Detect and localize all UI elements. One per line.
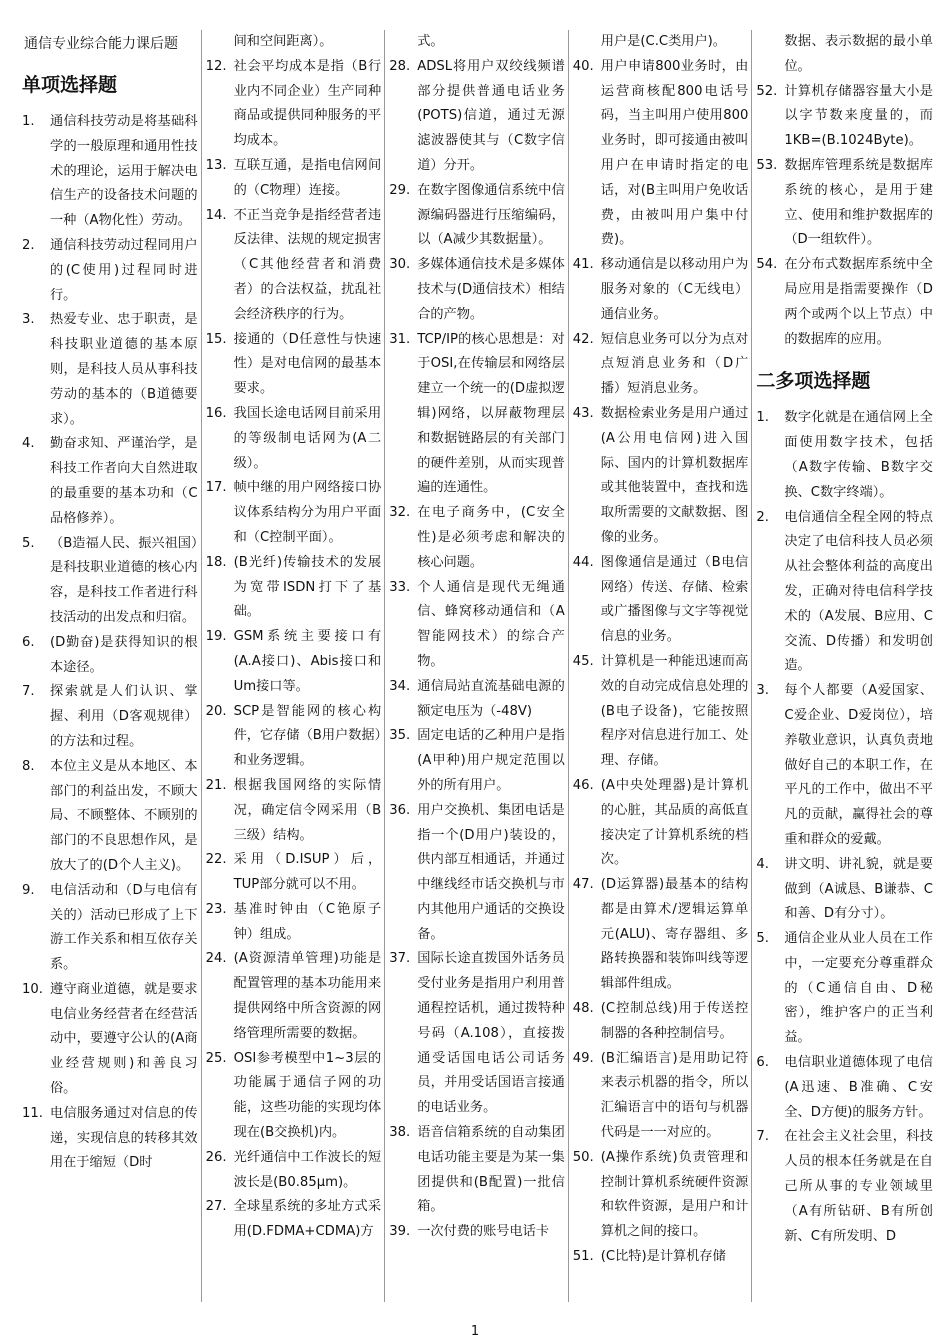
question-text: 多媒体通信技术是多媒体技术与(D通信技术）相结合的产物。 — [417, 257, 565, 322]
question-item — [389, 576, 565, 675]
question-number: 26. — [205, 1149, 227, 1165]
question-item — [22, 680, 198, 754]
question-item — [22, 308, 198, 432]
question-text: 数据检索业务是用户通过(A公用电信网)进入国际、国内的计算机数据库或其他装置中，查找和选取所需要的文献数据、图像的业务。 — [600, 405, 749, 545]
question-item — [389, 724, 565, 798]
question-text: 每个人都要（A爱国家、C爱企业、D爱岗位），培养敬业意识，认真负责地做好自己的本职工作，在平凡的工作中，做出不平凡的贡献，赢得社会的尊重和群众的爱戴。 — [784, 683, 933, 847]
text-column — [202, 30, 386, 1302]
question-number: 30. — [389, 257, 411, 273]
question-number: 42. — [572, 331, 594, 347]
text-column — [569, 30, 753, 1302]
question-number — [573, 30, 601, 55]
question-text: 移动通信是以移动用户为服务对象的（C无线电）通信业务。 — [600, 257, 749, 322]
question-text: 数据、表示数据的最小单位。 — [784, 34, 933, 74]
question-text: 电信通信全程全网的特点决定了电信科技人员必须从社会整体利益的高度出发，正确对待电信科学技术的（A发展、B应用、C交流、D传播）和发明创造。 — [784, 509, 933, 674]
document-title: 通信专业综合能力课后题 — [24, 36, 178, 52]
text-column — [385, 30, 569, 1302]
question-text: 式。 — [417, 34, 444, 49]
question-item — [22, 755, 198, 879]
question-number: 8. — [22, 758, 35, 774]
question-item — [573, 873, 749, 997]
question-item — [756, 30, 933, 80]
question-item — [389, 1220, 565, 1245]
question-item — [206, 848, 382, 898]
question-number: 36. — [389, 802, 411, 818]
question-text: 采用（D.ISUP）后，TUP部分就可以不用。 — [233, 852, 382, 893]
question-text: 电信职业道德体现了电信(A迅速、B准确、C安全、D方便)的服务方针。 — [784, 1055, 933, 1120]
question-item — [22, 631, 198, 681]
question-item — [573, 1047, 749, 1146]
question-number: 9. — [22, 882, 35, 898]
question-item — [389, 253, 565, 327]
question-text: OSI参考模型中1~3层的功能属于通信子网的功能，这些功能的实现均体现在(B交换机)内。 — [233, 1050, 382, 1141]
question-item — [206, 1047, 382, 1146]
question-number: 13. — [205, 157, 227, 173]
question-number: 6. — [22, 634, 35, 650]
question-number: 23. — [205, 901, 227, 917]
question-text: 通信局站直流基础电源的额定电压为（-48V) — [417, 678, 565, 719]
question-text: 根据我国网络的实际情况，确定信令网采用（B三级）结构。 — [233, 777, 382, 843]
question-text: 间和空间距离）。 — [233, 34, 333, 49]
question-item — [22, 532, 198, 631]
question-number: 44. — [572, 554, 594, 570]
question-number: 7. — [22, 684, 35, 700]
question-number: 29. — [389, 182, 411, 198]
question-number: 11. — [22, 1105, 43, 1121]
question-number: 2. — [756, 509, 769, 525]
question-text: 固定电话的乙种用户是指(A甲种)用户规定范围以外的所有用户。 — [417, 728, 565, 793]
question-text: (A操作系统)负责管理和控制计算机系统硬件资源和软件资源，是用户和计算机之间的接口。 — [600, 1149, 749, 1240]
question-text: 全球星系统的多址方式采用(D.FDMA+CDMA)方 — [233, 1199, 382, 1240]
question-number: 46. — [572, 777, 594, 793]
question-number: 43. — [572, 405, 594, 421]
question-number: 14. — [205, 207, 227, 223]
question-number: 54. — [756, 257, 778, 273]
question-text: 用户交换机、集团电话是指一个(D用户)装设的，供内部互相通话，并通过中继线经市话交换机与市内其他用户通话的交换设备。 — [417, 802, 565, 942]
question-item — [573, 402, 749, 551]
question-number: 16. — [205, 405, 227, 421]
question-item — [573, 650, 749, 774]
question-item — [206, 476, 382, 550]
question-item — [206, 551, 382, 625]
question-item — [22, 432, 198, 531]
question-text: 用户申请800业务时，由运营商核配800电话号码，当主叫用户使用800业务时，即可接通由被叫用户在申请时指定的电话，对(B主叫用户免收话费，由被叫用户集中付费)。 — [600, 58, 749, 248]
question-item — [389, 675, 565, 725]
question-number: 3. — [22, 312, 35, 328]
question-item — [206, 774, 382, 848]
question-item — [22, 879, 198, 978]
question-number: 47. — [572, 877, 594, 893]
question-text: 帧中继的用户网络接口协议体系结构分为用户平面和（C控制平面）。 — [233, 480, 382, 545]
question-item — [573, 997, 749, 1047]
question-text: 图像通信是通过（B电信网络）传送、存储、检索或广播图像与文字等视觉信息的业务。 — [600, 554, 749, 645]
question-text: 不正当竞争是指经营者违反法律、法规的规定损害（C其他经营者和消费者）的合法权益，扰乱社会经济秩序的行为。 — [233, 207, 382, 322]
question-text: (B汇编语言)是用助记符来表示机器的指令，所以汇编语言中的语句与机器代码是一一对应的。 — [600, 1050, 749, 1141]
question-text: 一次付费的账号电话卡 — [417, 1224, 550, 1240]
question-number: 1. — [756, 410, 769, 426]
question-number: 40. — [572, 58, 594, 74]
section-heading: 单项选择题 — [22, 74, 118, 96]
question-number: 49. — [572, 1050, 594, 1066]
question-text: 电信活动和（D与电信有关的）活动已形成了上下游工作关系和相互依存关系。 — [50, 882, 198, 973]
question-item — [389, 947, 565, 1121]
question-text: (D运算器)最基本的结构都是由算术/逻辑运算单元(ALU)、寄存器组、多路转换器和装饰叫线等逻辑部件组成。 — [600, 877, 749, 992]
question-text: 本位主义是从本地区、本部门的利益出发，不顾大局、不顾整体、不顾别的部门的不良思想作风，是放大了的(D个人主义)。 — [50, 758, 198, 873]
question-text: 我国长途电话网目前采用的等级制电话网为(A二级）。 — [233, 405, 382, 471]
question-text: 数据库管理系统是数据库系统的核心，是用于建立、使用和维护数据库的（D一组软件）。 — [784, 157, 933, 248]
question-number: 48. — [572, 1001, 594, 1017]
question-item — [206, 204, 382, 328]
question-number: 25. — [205, 1050, 227, 1066]
question-text: 在电子商务中，(C安全性)是必须考虑和解决的核心问题。 — [417, 505, 565, 570]
question-item — [756, 927, 933, 1051]
question-text: (A资源清单管理)功能是配置管理的基本功能用来提供网络中所含资源的网络管理所需要的数据。 — [233, 951, 382, 1041]
question-item — [22, 978, 198, 1102]
question-number: 20. — [205, 703, 227, 719]
question-number: 1. — [22, 114, 35, 129]
question-text: 通信科技劳动是将基础科学的一般原理和通用性技术的理论，运用于解决电信生产的设备技术问题的一种（A物化性）劳动。 — [50, 114, 198, 229]
question-number: 6. — [756, 1055, 769, 1071]
text-column — [752, 30, 936, 1302]
question-number: 41. — [572, 257, 594, 273]
question-number: 34. — [389, 678, 411, 694]
question-text: 个人通信是现代无绳通信、蜂窝移动通信和（A智能网技术）的综合产物。 — [417, 579, 565, 669]
question-number: 51. — [572, 1249, 594, 1265]
question-number: 21. — [205, 777, 227, 793]
question-text: 通信科技劳动过程同用户的(C使用)过程同时进行。 — [50, 237, 198, 303]
page-number: 1 — [470, 1324, 480, 1339]
question-item — [206, 1146, 382, 1196]
question-text: 计算机存储器容量大小是以字节数来度量的，而1KB=(B.1024Byte)。 — [784, 83, 933, 149]
question-text: 基准时钟由（C铯原子钟）组成。 — [233, 901, 382, 942]
question-item — [206, 328, 382, 402]
question-text: (C控制总线)用于传送控制器的各种控制信号。 — [600, 1001, 749, 1041]
question-number — [756, 30, 784, 80]
question-text: 计算机是一种能迅速而高效的自动完成信息处理的(B电子设备)，它能按照程序对信息进行加工、处理、存储。 — [600, 653, 749, 769]
question-number: 39. — [389, 1224, 411, 1240]
question-item — [756, 853, 933, 927]
question-text: GSM系统主要接口有(A.A接口)、Abis接口和Um接口等。 — [233, 629, 382, 694]
question-text: 国际长途直拨国外话务员受付业务是指用户利用普通程控话机，通过拨特种号码（A.108），直接拨通受话国电话公司话务员，并用受话国语言接通的电话业务。 — [417, 951, 565, 1116]
question-number: 24. — [205, 951, 227, 967]
question-number — [206, 30, 234, 55]
question-number: 52. — [756, 83, 778, 99]
question-item — [206, 30, 382, 55]
question-item — [756, 406, 933, 505]
question-number: 38. — [389, 1125, 411, 1141]
question-number — [389, 30, 417, 55]
question-text: 通信企业从业人员在工作中，一定要充分尊重群众的（C通信自由、D秘密），维护客户的正当利益。 — [784, 931, 933, 1046]
question-number: 3. — [756, 683, 769, 699]
question-item — [756, 506, 933, 680]
page-columns — [18, 30, 936, 1302]
question-number: 32. — [389, 505, 411, 521]
question-number: 17. — [205, 480, 227, 496]
question-text: 在数字图像通信系统中信源编码器进行压缩编码，以（A减少其数据量）。 — [417, 182, 565, 248]
question-number: 5. — [756, 931, 769, 947]
question-item — [573, 551, 749, 650]
question-text: 社会平均成本是指（B行业内不同企业）生产同种商品或提供同种服务的平均成本。 — [233, 58, 382, 149]
question-item — [389, 1121, 565, 1220]
question-text: (B光纤)传输技术的发展为宽带ISDN打下了基础。 — [233, 554, 382, 620]
question-item — [22, 110, 198, 234]
question-number: 28. — [389, 58, 411, 74]
question-text: 探索就是人们认识、掌握、利用（D客观规律）的方法和过程。 — [50, 684, 198, 749]
question-text: (D勤奋)是获得知识的根本途径。 — [50, 634, 198, 675]
question-item — [573, 328, 749, 402]
question-item — [573, 253, 749, 327]
question-item — [206, 947, 382, 1046]
question-text: 接通的（D任意性与快速性）是对电信网的最基本要求。 — [233, 331, 382, 397]
question-item — [389, 30, 565, 55]
question-item — [756, 80, 933, 154]
question-text: 短信息业务可以分为点对点短消息业务和（D广播）短消息业务。 — [600, 331, 749, 397]
question-text: 勤奋求知、严谨治学，是科技工作者向大自然进取的最重要的基本功和（C品格修养）。 — [50, 436, 198, 526]
question-text: （B造福人民、振兴祖国）是科技职业道德的核心内容，是科技工作者进行科技活动的出发点和归宿。 — [50, 535, 198, 625]
question-number: 53. — [756, 157, 778, 173]
question-number: 4. — [22, 436, 35, 452]
question-number: 5. — [22, 535, 35, 551]
question-text: 热爱专业、忠于职责，是科技职业道德的基本原则，是科技人员从事科技劳动的基本的（B道德要求）。 — [50, 312, 198, 427]
question-text: (A中央处理器)是计算机的心脏，其品质的高低直接决定了计算机系统的档次。 — [600, 777, 749, 868]
question-number: 15. — [205, 331, 227, 347]
text-column — [18, 30, 202, 1302]
question-text: SCP是智能网的核心构件，它存储（B用户数据）和业务逻辑。 — [233, 703, 382, 769]
question-item — [573, 30, 749, 55]
question-number: 50. — [572, 1149, 594, 1165]
question-number: 31. — [389, 331, 411, 347]
question-item — [573, 1245, 749, 1270]
question-item — [206, 898, 382, 948]
question-item — [206, 55, 382, 154]
question-number: 22. — [205, 852, 227, 868]
question-number: 2. — [22, 237, 35, 253]
question-item — [22, 234, 198, 308]
question-text: 遵守商业道德，就是要求电信业务经营者在经营活动中，要遵守公认的(A商业经营规则)和善良习俗。 — [50, 981, 198, 1097]
question-item — [22, 1102, 198, 1176]
question-item — [756, 154, 933, 253]
question-item — [389, 179, 565, 253]
question-item — [206, 402, 382, 476]
question-item — [756, 1051, 933, 1125]
question-item — [206, 625, 382, 699]
question-number: 10. — [22, 981, 43, 997]
question-text: 在分布式数据库系统中全局应用是指需要操作（D两个或两个以上节点）中的数据库的应用。 — [784, 257, 933, 347]
question-text: 讲文明、讲礼貌，就是要做到（A诚恳、B谦恭、C和善、D有分寸）。 — [784, 856, 933, 922]
question-number: 35. — [389, 728, 411, 744]
question-item — [206, 154, 382, 204]
question-number: 19. — [205, 629, 227, 645]
question-text: 语音信箱系统的自动集团电话功能主要是为某一集团提供和(B配置)一批信箱。 — [417, 1125, 565, 1215]
question-item — [389, 55, 565, 179]
question-text: 互联互通，是指电信网间的（C物理）连接。 — [233, 157, 382, 198]
question-text: 用户是(C.C类用户)。 — [600, 34, 726, 49]
question-number: 45. — [572, 653, 594, 669]
question-item — [756, 679, 933, 853]
question-item — [756, 1125, 933, 1249]
question-number: 37. — [389, 951, 411, 967]
question-item — [206, 700, 382, 774]
question-item — [389, 799, 565, 948]
question-item — [573, 1146, 749, 1245]
question-number: 27. — [205, 1199, 227, 1215]
question-text: ADSL将用户双绞线频谱部分提供普通电话业务(POTS)信道，通过无源滤波器使其与（C数字信道）分开。 — [417, 58, 565, 173]
question-item — [206, 1195, 382, 1245]
question-number: 18. — [205, 554, 227, 570]
question-number: 12. — [205, 58, 227, 74]
question-text: (C比特)是计算机存储 — [600, 1249, 726, 1265]
question-number: 33. — [389, 579, 411, 595]
question-item — [573, 55, 749, 253]
question-number: 4. — [756, 856, 769, 872]
question-text: TCP/IP的核心思想是：对于OSI,在传输层和网络层建立一个统一的(D虚拟逻辑)网络，以屏蔽物理层和数据链路层的有关部门的硬件差别，从而实现普遍的连通性。 — [417, 331, 565, 496]
section-heading: 二多项选择题 — [756, 370, 871, 393]
question-item — [756, 253, 933, 352]
question-text: 在社会主义社会里，科技人员的根本任务就是在自己所从事的专业领域里（A有所钻研、B有所创新、C有所发明、D — [784, 1129, 933, 1244]
question-item — [389, 328, 565, 502]
question-number: 7. — [756, 1129, 769, 1145]
question-item — [573, 774, 749, 873]
question-item — [389, 501, 565, 575]
question-text: 电信服务通过对信息的传递，实现信息的转移其效用在于缩短（D时 — [50, 1105, 198, 1171]
question-text: 光纤通信中工作波长的短波长是(B0.85μm)。 — [233, 1149, 382, 1190]
question-text: 数字化就是在通信网上全面使用数字技术，包括（A数字传输、B数字交换、C数字终端）。 — [784, 410, 933, 500]
